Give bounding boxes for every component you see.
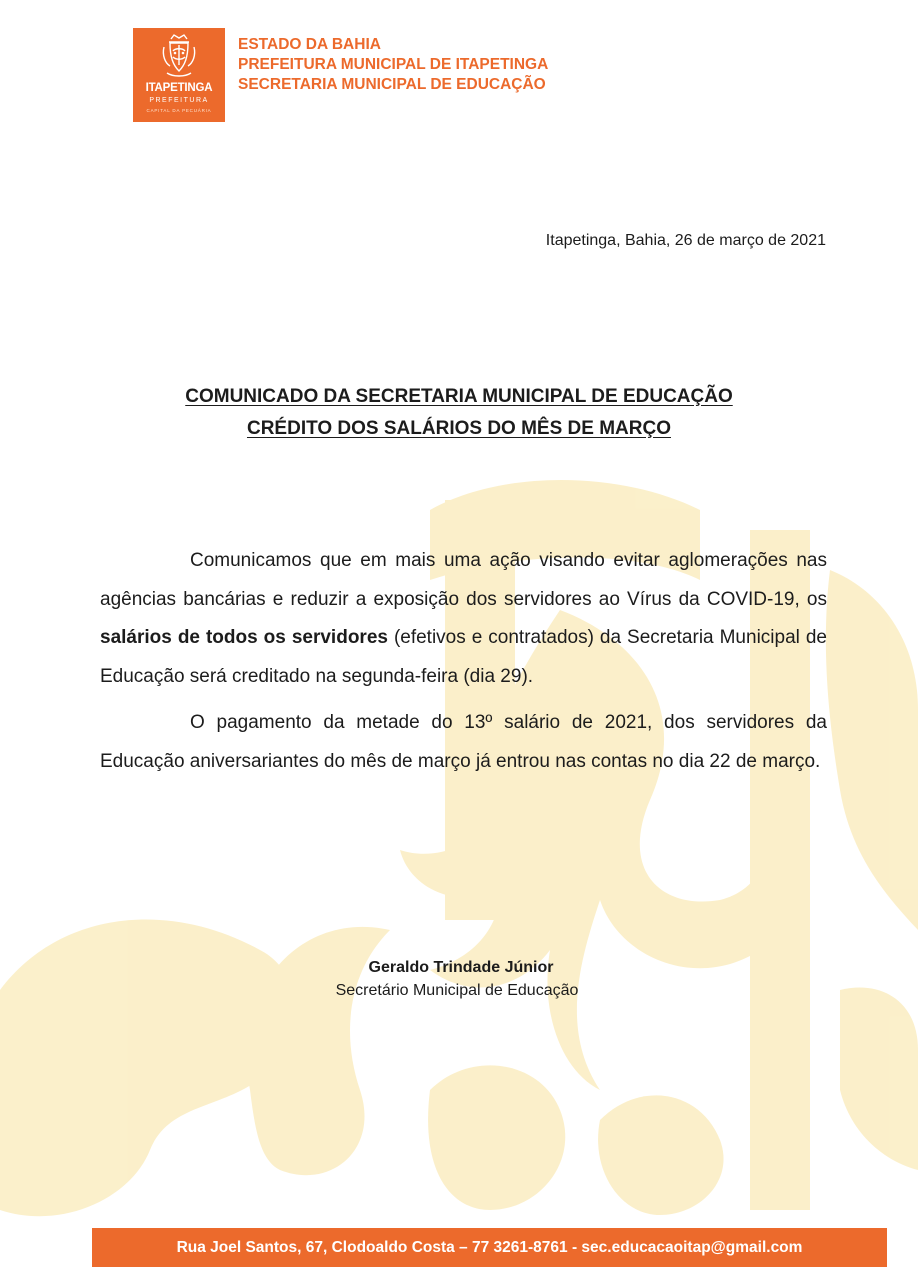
body-paragraph-1 <box>100 542 827 696</box>
org-line-prefeitura: PREFEITURA MUNICIPAL DE ITAPETINGA <box>238 56 549 73</box>
org-line-secretaria: SECRETARIA MUNICIPAL DE EDUCAÇÃO <box>238 76 546 93</box>
footer-contact-bar: Rua Joel Santos, 67, Clodoaldo Costa – 77 3261-8761 - sec.educacaoitap@gmail.com <box>92 1228 887 1267</box>
document-body <box>100 542 827 789</box>
prefeitura-logo <box>133 28 225 122</box>
paragraph-1-emphasis: salários de todos os servidores <box>100 627 388 648</box>
org-line-state: ESTADO DA BAHIA <box>238 36 381 53</box>
paragraph-1-text-start: Comunicamos que em mais uma ação visando evitar aglomerações nas agências bancárias e reduzir a exposição dos servidores ao Vírus da COVID-19, os <box>100 550 827 610</box>
signatory-role: Secretário Municipal de Educação <box>335 982 579 999</box>
title-line-1: COMUNICADO DA SECRETARIA MUNICIPAL DE EDUCAÇÃO <box>185 386 733 407</box>
logo-name: ITAPETINGA <box>145 82 213 94</box>
coat-of-arms-icon <box>161 33 197 79</box>
title-line-2: CRÉDITO DOS SALÁRIOS DO MÊS DE MARÇO <box>246 418 671 439</box>
logo-subtitle: PREFEITURA <box>149 97 209 104</box>
body-paragraph-2: O pagamento da metade do 13º salário de 2021, dos servidores da Educação aniversariantes do mês de março já entrou nas contas no dia 22 de março. <box>100 712 827 772</box>
organization-header <box>238 35 548 95</box>
signatory-name: Geraldo Trindade Júnior <box>368 959 554 976</box>
document-title <box>0 381 918 445</box>
signature-block <box>0 956 918 1002</box>
logo-tagline: CAPITAL DA PECUÁRIA <box>146 108 212 113</box>
document-date: Itapetinga, Bahia, 26 de março de 2021 <box>545 232 826 249</box>
paragraph-1-text-end: (efetivos e contratados) da Secretaria Municipal de Educação será creditado na segunda-feira (dia 29). <box>100 627 827 687</box>
